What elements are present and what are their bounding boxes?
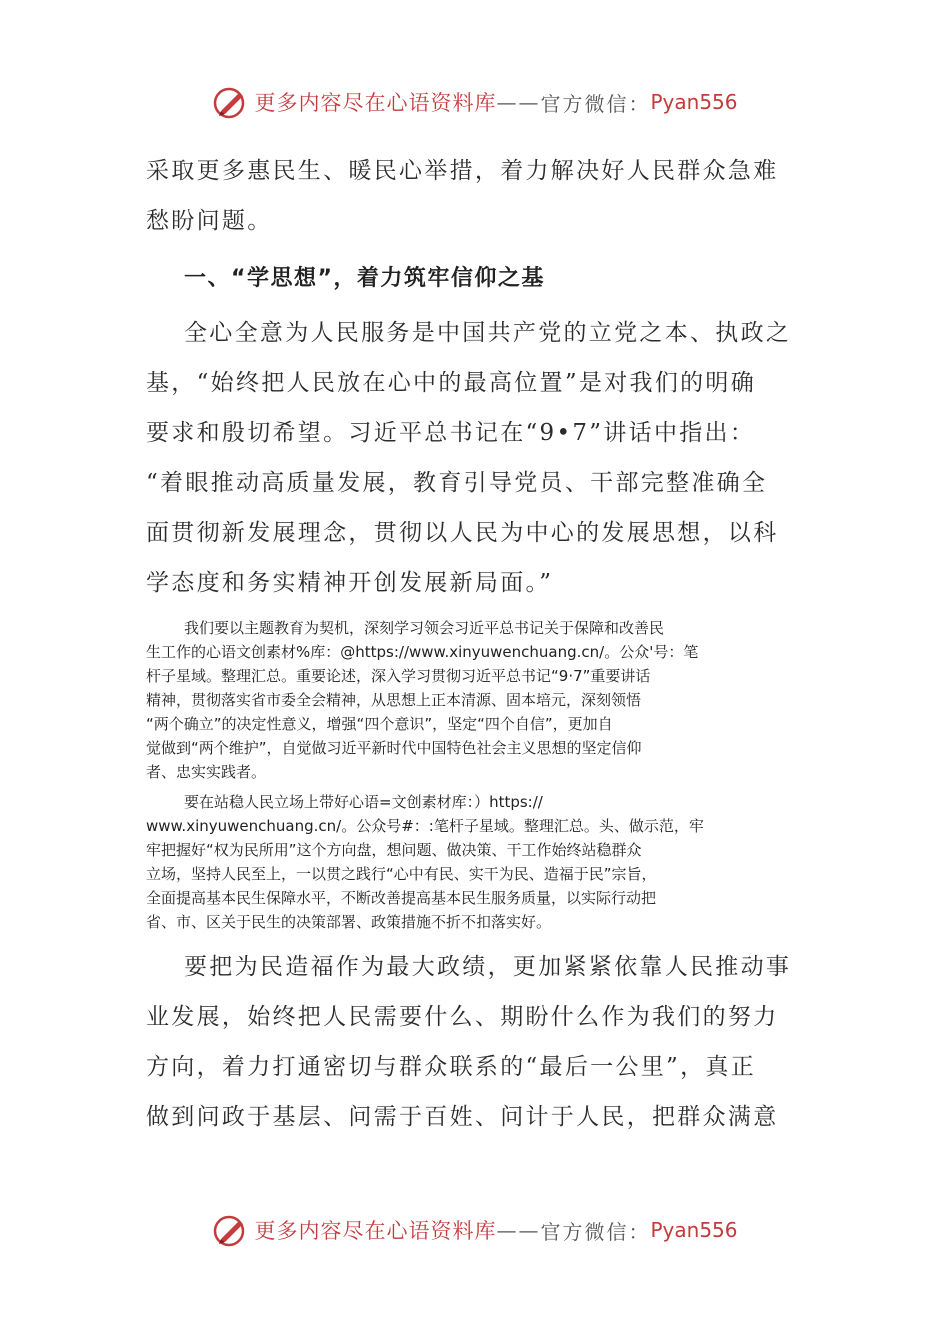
small-line: 觉做到“两个维护”，自觉做习近平新时代中国特色社会主义思想的坚定信仰 [146,739,642,757]
small-line: 要在站稳人民立场上带好心语=文创素材库：）https:// [184,793,543,811]
body-line: 基，“始终把人民放在心中的最高位置”是对我们的明确 [146,370,757,396]
body-line: 面贯彻新发展理念，贯彻以人民为中心的发展思想，以科 [146,520,779,546]
body-line: 要把为民造福作为最大政绩，更加紧紧依靠人民推动事 [184,954,792,980]
banner-wechat-id: Pyan556 [650,1218,738,1242]
small-line: 精神，贯彻落实省市委全会精神，从思想上正本清源、固本培元，深刻领悟 [146,691,642,709]
small-line: 省、市、区关于民生的决策部署、政策措施不折不扣落实好。 [146,913,552,931]
header-banner [0,80,950,124]
small-line: 我们要以主题教育为契机，深刻学习领会习近平总书记关于保障和改善民 [184,619,665,637]
banner-dash: —— [496,90,541,114]
body-line: 采取更多惠民生、暖民心举措，着力解决好人民群众急难 [146,158,779,184]
footer-banner [0,1208,950,1252]
section-heading: 一、“学思想”，着力筑牢信仰之基 [184,266,545,291]
banner-main-text: 更多内容尽在心语资料库 [254,91,497,115]
body-line: 方向，着力打通密切与群众联系的“最后一公里”，真正 [146,1054,757,1080]
small-line: 牢把握好“权为民所用”这个方向盘，想问题、做决策、干工作始终站稳群众 [146,841,642,859]
pen-logo-icon [212,1212,248,1248]
body-line: 业发展，始终把人民需要什么、期盼什么作为我们的努力 [146,1004,779,1030]
small-line: 生工作的心语文创素材%库：@https://www.xinyuwenchuang.cn/。公众'号：笔 [146,643,699,661]
small-line: 者、忠实实践者。 [146,763,267,781]
body-line: “着眼推动高质量发展，教育引导党员、干部完整准确全 [146,470,768,496]
banner-wechat-label: 官方微信： [540,91,651,116]
banner-dash: —— [496,1218,541,1242]
document-body [146,146,806,1142]
body-line: 做到问政于基层、问需于百姓、问计于人民，把群众满意 [146,1104,779,1130]
small-line: 全面提高基本民生保障水平，不断改善提高基本民生服务质量，以实际行动把 [146,889,657,907]
small-line: 立场，坚持人民至上，一以贯之践行“心中有民、实干为民、造福于民”宗旨， [146,865,657,883]
banner-main-text: 更多内容尽在心语资料库 [254,1219,497,1243]
small-paragraph-2 [146,790,806,934]
small-line: www.xinyuwenchuang.cn/。公众号#：:笔杆子星域。整理汇总。头、做示范，牢 [146,817,704,835]
banner-wechat-label: 官方微信： [540,1219,651,1244]
small-paragraph-1 [146,616,806,784]
small-line: 杆子星域。整理汇总。重要论述，深入学习贯彻习近平总书记“9·7”重要讲话 [146,667,651,685]
small-line: “两个确立”的决定性意义，增强“四个意识”，坚定“四个自信”，更加自 [146,715,613,733]
body-line: 愁盼问题。 [146,208,273,234]
banner-wechat-id: Pyan556 [650,90,738,114]
pen-logo-icon [212,84,248,120]
body-line: 全心全意为人民服务是中国共产党的立党之本、执政之 [184,320,792,346]
body-line: 要求和殷切希望。习近平总书记在“9•7”讲话中指出： [146,420,756,446]
body-line: 学态度和务实精神开创发展新局面。” [146,570,554,596]
